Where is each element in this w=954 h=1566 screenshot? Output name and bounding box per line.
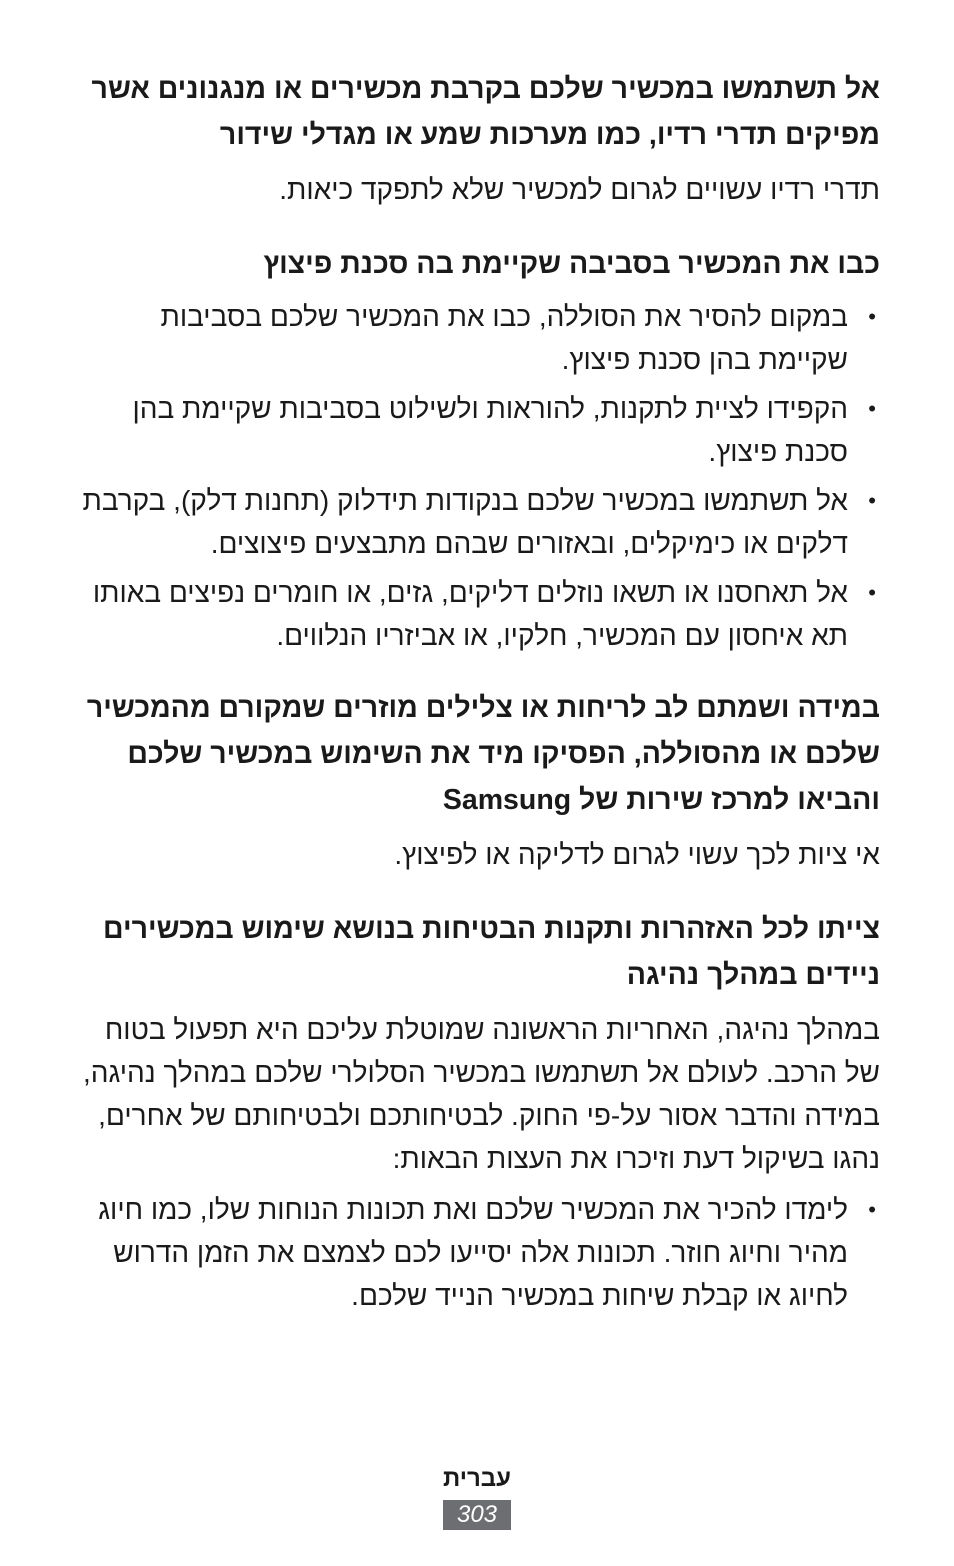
section-text: תדרי רדיו עשויים לגרום למכשיר שלא לתפקד כיאות.	[279, 174, 880, 205]
page-content	[80, 66, 880, 1323]
list-item	[80, 1188, 880, 1317]
section-heading: במידה ושמתם לב לריחות או צלילים מוזרים שמקורם מהמכשיר שלכם או מהסוללה, הפסיקו מיד את השימוש במכשיר שלכם והביאו למרכז שירות של Samsung	[86, 692, 880, 816]
bullet-icon: •	[868, 396, 876, 421]
list-item	[80, 479, 880, 565]
list-item-text: לימדו להכיר את המכשיר שלכם ואת תכונות הנוחות שלו, כמו חיוג מהיר וחיוג חוזר. תכונות אלה יסייעו לכם לצמצם את הזמן הדרוש לחיוג או קבלת שיחות במכשיר הנייד שלכם.	[98, 1194, 848, 1311]
bullet-list	[80, 1188, 880, 1317]
bullet-icon: •	[868, 580, 876, 605]
list-item	[80, 295, 880, 381]
page-number: 303	[443, 1500, 511, 1530]
list-item-text: אל תשתמשו במכשיר שלכם בנקודות תידלוק (תחנות דלק), בקרבת דלקים או כימיקלים, ובאזורים שבהם מתבצעים פיצוצים.	[82, 485, 848, 559]
list-item-text: במקום להסיר את הסוללה, כבו את המכשיר שלכם בסביבות שקיימת בהן סכנת פיצוץ.	[160, 301, 848, 375]
section-driving-safety	[80, 906, 880, 1317]
section-heading: אל תשתמשו במכשיר שלכם בקרבת מכשירים או מנגנונים אשר מפיקים תדרי רדיו, כמו מערכות שמע או מגדלי שידור	[91, 73, 880, 151]
list-item	[80, 571, 880, 657]
section-text: במהלך נהיגה, האחריות הראשונה שמוטלת עליכם היא תפעול בטוח של הרכב. לעולם אל תשתמשו במכשיר הסלולרי שלכם במהלך נהיגה, במידה והדבר אסור על-פי החוק. לבטיחותכם ולבטיחותם של אחרים, נהגו בשיקול דעת וזיכרו את העצות הבאות:	[82, 1014, 880, 1174]
section-text: אי ציות לכך עשוי לגרום לדליקה או לפיצוץ.	[394, 839, 880, 870]
bullet-icon: •	[868, 1197, 876, 1222]
bullet-list	[80, 295, 880, 657]
section-heading: כבו את המכשיר בסביבה שקיימת בה סכנת פיצוץ	[263, 248, 880, 280]
section-explosion-risk	[80, 241, 880, 657]
list-item-text: אל תאחסנו או תשאו נוזלים דליקים, גזים, או חומרים נפיצים באותו תא איחסון עם המכשיר, חלקיו, או אביזריו הנלווים.	[92, 577, 848, 651]
list-item-text: הקפידו לציית לתקנות, להוראות ולשילוט בסביבות שקיימת בהן סכנת פיצוץ.	[132, 393, 848, 467]
page-footer	[0, 1462, 954, 1530]
list-item	[80, 387, 880, 473]
section-strange-smells	[80, 685, 880, 876]
bullet-icon: •	[868, 304, 876, 329]
bullet-icon: •	[868, 488, 876, 513]
section-heading: צייתו לכל האזהרות ותקנות הבטיחות בנושא שימוש במכשירים ניידים במהלך נהיגה	[103, 913, 880, 991]
footer-language: עברית	[442, 1465, 511, 1492]
section-radio-frequency	[80, 66, 880, 211]
